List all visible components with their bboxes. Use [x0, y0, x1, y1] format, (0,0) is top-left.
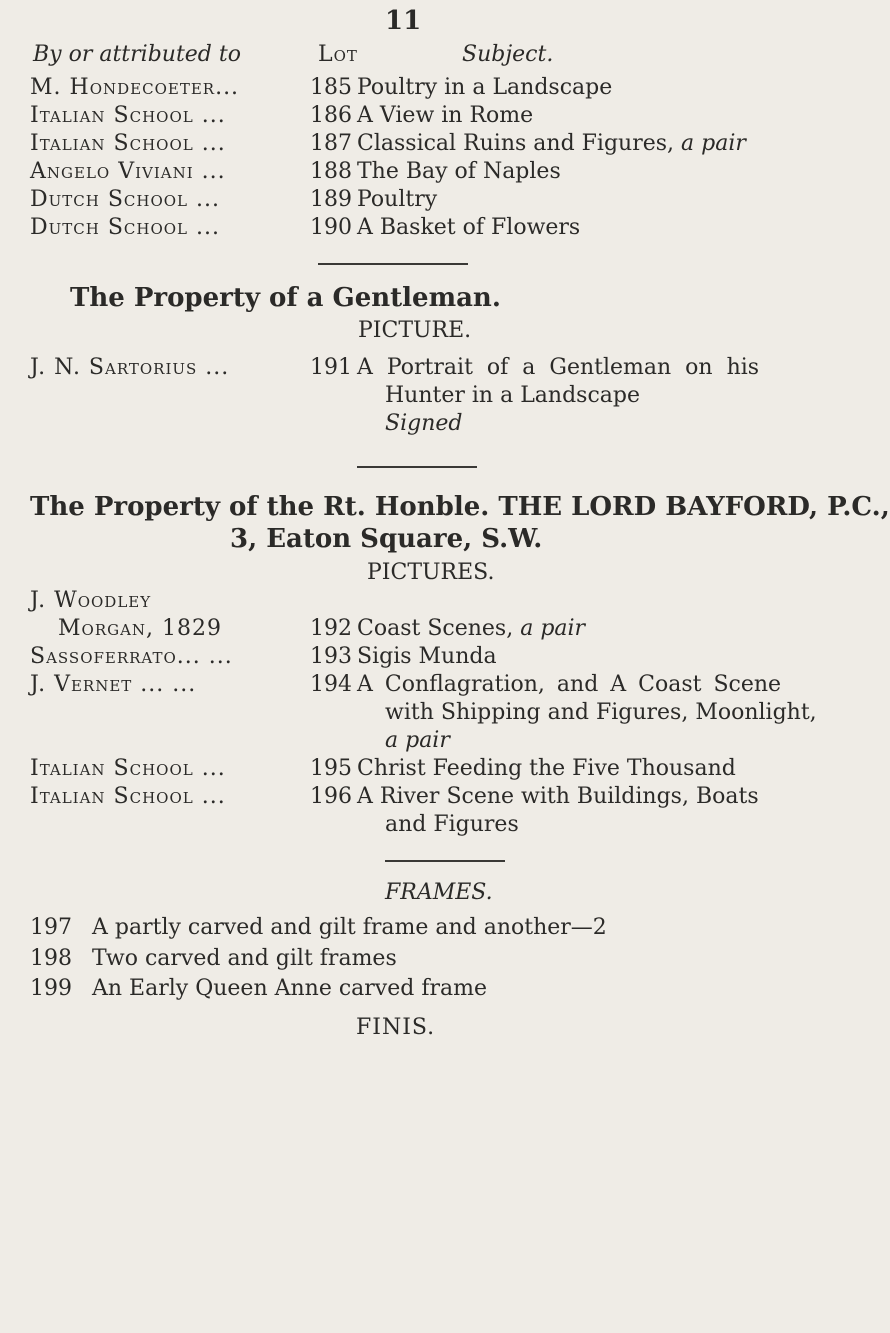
- section-divider: [318, 263, 468, 265]
- lot-number: 197: [30, 915, 72, 940]
- artist-name: J. N. Sartorius ...: [30, 355, 230, 380]
- lot-number: 194: [310, 672, 352, 697]
- lot-number: 199: [30, 976, 72, 1001]
- lot-number: 193: [310, 644, 352, 669]
- lot-number: 186: [310, 103, 352, 128]
- subject-qualifier: a pair: [681, 131, 746, 156]
- section-subtitle: FRAMES.: [385, 880, 493, 905]
- artist-name: Angelo Viviani ...: [30, 159, 226, 184]
- subject-qualifier: a pair: [520, 616, 586, 641]
- lot-number: 196: [310, 784, 352, 809]
- lot-subject: A River Scene with Buildings, Boats: [357, 784, 759, 809]
- artist-name: Sassoferrato... ...: [30, 644, 233, 669]
- section-subtitle: PICTURE.: [358, 318, 472, 343]
- lot-subject: The Bay of Naples: [357, 159, 561, 184]
- artist-name: Italian School ...: [30, 756, 226, 781]
- section-divider: [357, 466, 477, 468]
- lot-number: 192: [310, 616, 352, 641]
- section-divider: [385, 860, 505, 862]
- lot-subject: A Portrait of a Gentleman on his: [357, 355, 760, 380]
- artist-name: Dutch School ...: [30, 215, 220, 240]
- artist-name: M. Hondecoeter...: [30, 75, 240, 100]
- subject-text: Coast Scenes,: [357, 616, 514, 641]
- lot-subject: A Conflagration, and A Coast Scene: [357, 672, 782, 697]
- header-lot: Lot: [318, 42, 358, 67]
- lot-subject-continued: with Shipping and Figures, Moonlight,: [385, 700, 817, 725]
- lot-subject: Poultry in a Landscape: [357, 75, 613, 100]
- lot-number: 195: [310, 756, 352, 781]
- lot-number: 191: [310, 355, 352, 380]
- section-title: The Property of the Rt. Honble. THE LORD BAYFORD, P.C.,: [30, 492, 890, 522]
- lot-number: 189: [310, 187, 352, 212]
- lot-subject: An Early Queen Anne carved frame: [92, 976, 487, 1001]
- section-title-address: 3, Eaton Square, S.W.: [230, 524, 543, 554]
- lot-number: 187: [310, 131, 352, 156]
- lot-number: 185: [310, 75, 352, 100]
- lot-subject-continued: and Figures: [385, 812, 519, 837]
- lot-subject: A Basket of Flowers: [357, 215, 581, 240]
- lot-subject-note: Signed: [385, 411, 463, 436]
- artist-name: Dutch School ...: [30, 187, 220, 212]
- lot-number: 190: [310, 215, 352, 240]
- lot-subject: A View in Rome: [357, 103, 534, 128]
- artist-name: Italian School ...: [30, 103, 226, 128]
- lot-subject: Sigis Munda: [357, 644, 497, 669]
- lot-subject-continued: Hunter in a Landscape: [385, 383, 641, 408]
- artist-name: J. Vernet ... ...: [30, 672, 197, 697]
- lot-subject: Two carved and gilt frames: [92, 946, 397, 971]
- subject-qualifier: a pair: [385, 728, 450, 753]
- artist-name: Italian School ...: [30, 131, 226, 156]
- artist-name: Italian School ...: [30, 784, 226, 809]
- lot-subject: [357, 130, 746, 158]
- artist-name: Morgan, 1829: [58, 616, 223, 641]
- lot-subject: [357, 615, 585, 643]
- lot-subject: Christ Feeding the Five Thousand: [357, 756, 736, 781]
- lot-subject: Poultry: [357, 187, 438, 212]
- finis-mark: FINIS.: [356, 1015, 436, 1040]
- lot-number: 198: [30, 946, 72, 971]
- section-title: The Property of a Gentleman.: [70, 283, 501, 313]
- subject-text: Classical Ruins and Figures,: [357, 131, 675, 156]
- header-by: By or attributed to: [33, 42, 241, 67]
- page-number: 11: [385, 6, 422, 36]
- section-subtitle: PICTURES.: [367, 560, 495, 585]
- header-subject: Subject.: [462, 42, 554, 67]
- artist-name: J. Woodley: [30, 588, 152, 613]
- lot-number: 188: [310, 159, 352, 184]
- lot-subject: A partly carved and gilt frame and another—2: [92, 915, 607, 940]
